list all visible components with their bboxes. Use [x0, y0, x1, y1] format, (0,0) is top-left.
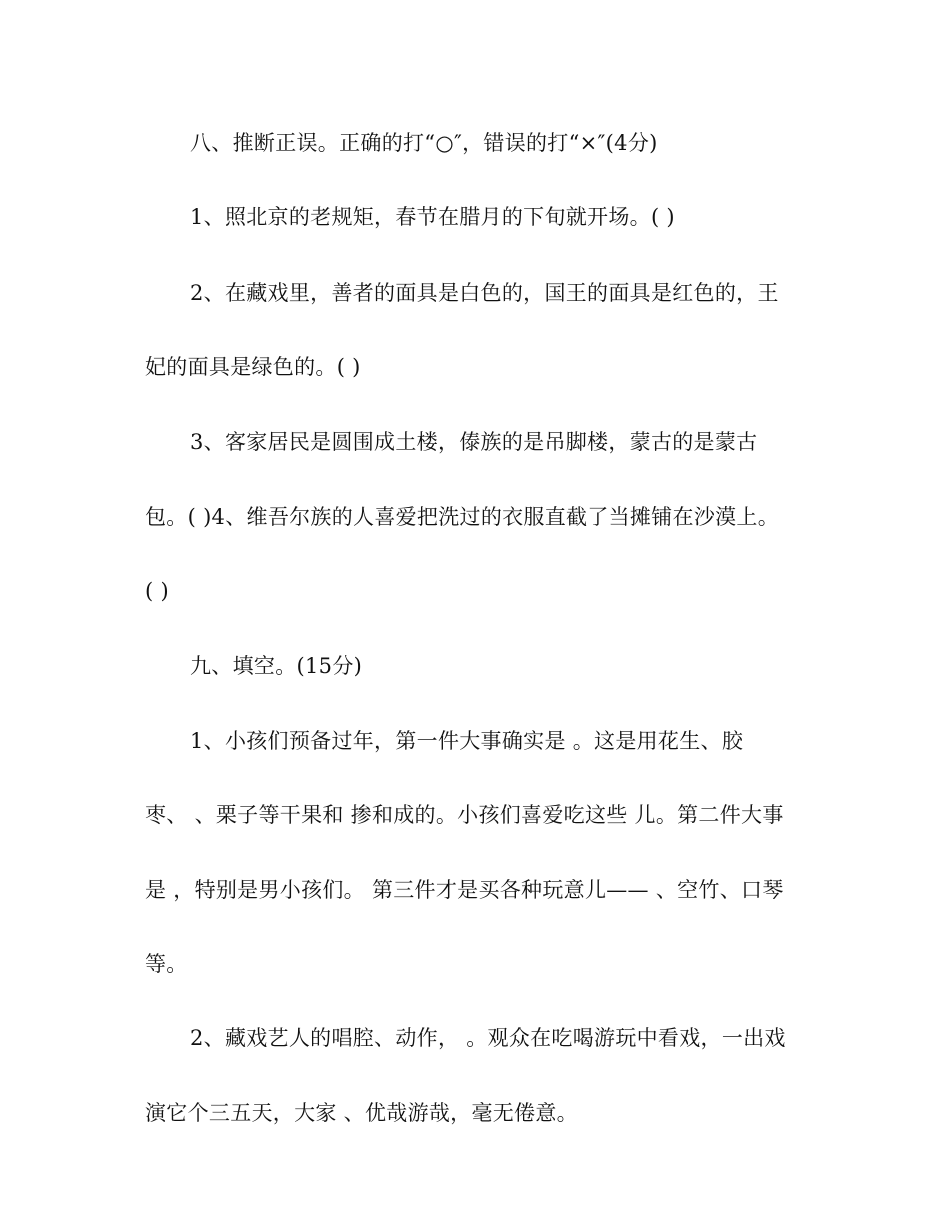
question-9-1-line-2: 枣、 、栗子等干果和 掺和成的。小孩们喜爱吃这些 儿。第二件大事: [145, 803, 784, 827]
question-8-1: 1、照北京的老规矩，春节在腊月的下旬就开场。( ): [190, 205, 675, 229]
question-9-1-line-1: 1、小孩们预备过年，第一件大事确实是 。这是用花生、胶: [190, 729, 744, 753]
question-8-2-line-1: 2、在藏戏里，善者的面具是白色的，国王的面具是红色的，王: [190, 281, 779, 305]
section-9-heading: 九、填空。(15分): [190, 654, 363, 678]
question-9-1-line-3: 是 ，特别是男小孩们。 第三件才是买各种玩意儿—— 、空竹、口琴: [145, 878, 784, 902]
question-8-3-line-2: 包。( )4、维吾尔族的人喜爱把洗过的衣服直截了当摊铺在沙漠上。: [145, 505, 780, 529]
question-9-1-line-4: 等。: [145, 952, 188, 976]
section-8-heading: 八、推断正误。正确的打“○″，错误的打“×″(4分): [190, 131, 658, 155]
question-8-4-bracket: ( ): [145, 579, 169, 603]
question-8-2-line-2: 妃的面具是绿色的。( ): [145, 355, 361, 379]
question-8-3-line-1: 3、客家居民是圆围成土楼，傣族的是吊脚楼，蒙古的是蒙古: [190, 430, 758, 454]
question-9-2-line-1: 2、藏戏艺人的唱腔、动作， 。观众在吃喝游玩中看戏，一出戏: [190, 1026, 786, 1050]
question-9-2-line-2: 演它个三五天，大家 、优哉游哉，毫无倦意。: [145, 1101, 578, 1125]
